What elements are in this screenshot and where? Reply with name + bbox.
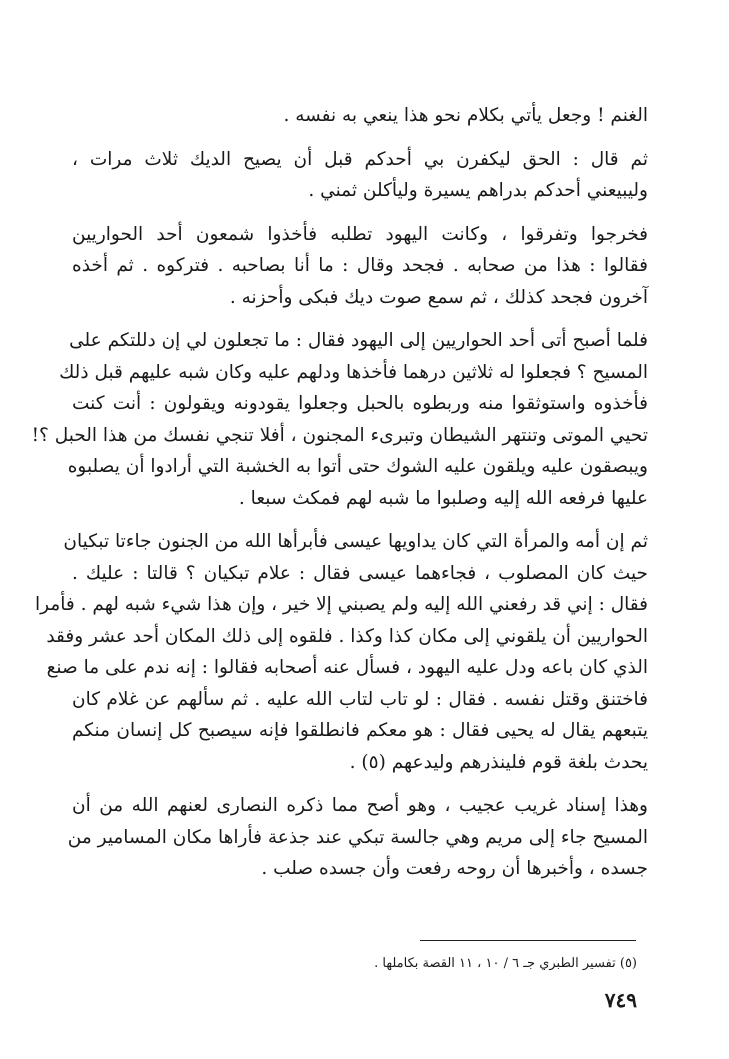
text-line: حيث كان المصلوب ، فجاءهما عيسى فقال : علام تبكيان ؟ قالتا : عليك . [72,562,648,584]
text-line: الحواريين أن يلقوني إلى مكان كذا وكذا . فلقوه إلى ذلك المكان أحد عشر وفقد [46,625,648,647]
text-line: المسيح ؟ فجعلوا له ثلاثين درهما فأخذها ودلهم عليه وكان شبه عليهم قبل ذلك [59,361,648,383]
text-line: الذي كان باعه ودل عليه اليهود ، فسأل عنه أصحابه فقالوا : إنه ندم على ما صنع [46,657,648,678]
text-line: ثم قال : الحق ليكفرن بي أحدكم قبل أن يصيح الديك ثلاث مرات ، [72,148,648,170]
text-line: وليبيعني أحدكم بدراهم يسيرة وليأكلن ثمني . [308,180,648,201]
paragraph-4 [31,325,648,514]
text-line: تحيي الموتى وتنتهر الشيطان وتبرىء المجنون ، أفلا تنجي نفسك من هذا الحبل ؟! [31,424,648,446]
text-line: يحدث بلغة قوم فلينذرهم وليدعهم (٥) . [349,751,648,773]
paragraph-6 [67,790,648,885]
text-line: آخرون فجحد كذلك ، ثم سمع صوت ديك فبكى وأحزنه . [229,286,648,308]
footnote: (٥) تفسير الطبري جـ ٦ / ١٠ ، ١١ القصة بكاملها . [374,956,637,971]
text-line: ثم إن أمه والمرأة التي كان يداويها عيسى فأبرأها الله من الجنون جاءتا تبكيان [63,531,648,552]
text-line: ويبصقون عليه ويلقون عليه الشوك حتى أتوا به الخشبة التي أرادوا أن يصلبوه [67,456,648,477]
footnote-separator [420,940,636,941]
text-line: فقالوا : هذا من صحابه . فجحد وقال : ما أنا بصاحبه . فتركوه . ثم أخذه [72,255,648,276]
text-line: عليها فرفعه الله إليه وصلبوا ما شبه لهم فمكث سبعا . [238,487,648,509]
text-line: فاختنق وقتل نفسه . فقال : لو تاب لتاب الله عليه . ثم سألهم عن غلام كان [72,688,648,710]
paragraph-2 [72,144,648,207]
paragraph-3 [72,219,648,314]
text-line: جسده ، وأخبرها أن روحه رفعت وأن جسده صلب . [261,858,648,879]
text-line: فقال : إني قد رفعني الله إليه ولم يصبني إلا خير ، وإن هذا شيء شبه لهم . فأمرا [35,594,648,615]
main-text [31,100,648,897]
page-number: ٧٤٩ [604,988,637,1012]
text-line: فأخذوه واستوثقوا منه وربطوه بالحبل وجعلوا يقودونه ويقولون : أنت كنت [72,393,648,414]
text-line: المسيح جاء إلى مريم وهي جالسة تبكي عند جذعة فأراها مكان المسامير من [67,826,648,848]
paragraph-1 [72,100,648,132]
text-line: الغنم ! وجعل يأتي بكلام نحو هذا ينعي به نفسه . [283,105,648,126]
text-line: فخرجوا وتفرقوا ، وكانت اليهود تطلبه فأخذوا شمعون أحد الحواريين [72,223,648,245]
text-line: وهذا إسناد غريب عجيب ، وهو أصح مما ذكره النصارى لعنهم الله من أن [72,795,648,816]
text-line: فلما أصبح أتى أحد الحواريين إلى اليهود فقال : ما تجعلون لي إن دللتكم على [69,330,648,351]
paragraph-5 [35,526,648,778]
text-line: يتبعهم يقال له يحيى فقال : هو معكم فانطلقوا فإنه سيصبح كل إنسان منكم [72,720,648,741]
